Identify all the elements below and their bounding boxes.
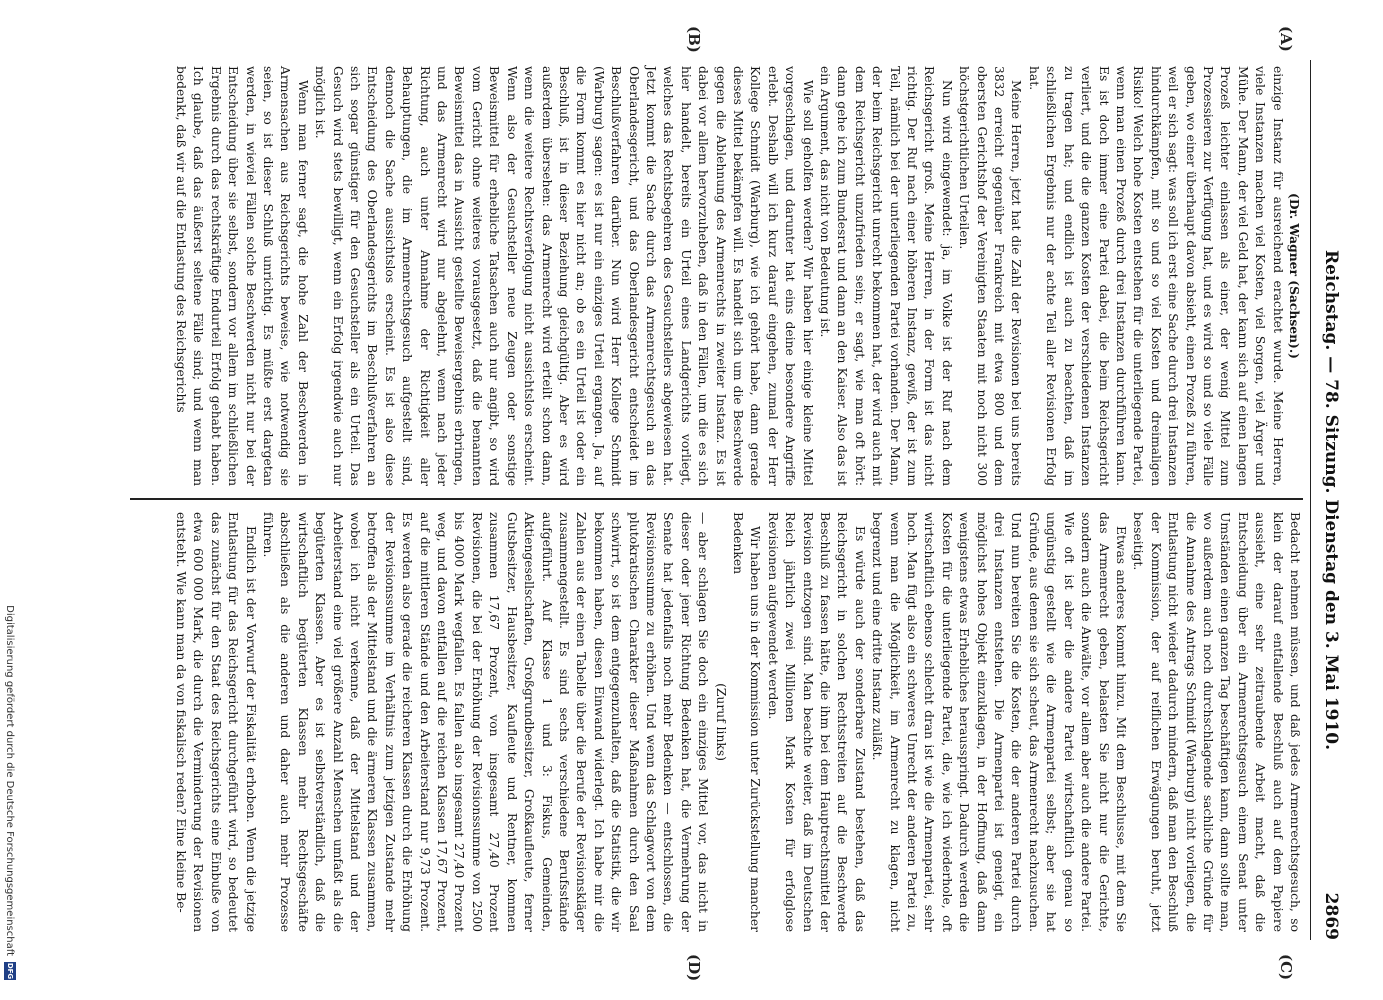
dfg-logo: DFG: [6, 962, 14, 980]
footer-text: Digitalisierung gefördert durch die Deutsche Forschungsgemeinschaft: [4, 605, 16, 956]
paragraph: Wir haben uns in der Kommission unter Zurückstellung mancher Bedenken: [731, 512, 763, 932]
column-divider: [130, 498, 1303, 500]
paragraph: Wenn man ferner sagt, die hohe Zahl der Beschwerden in Armensachen aus Reichsgerichts beweise, wie notwendig sie seien, so ist dieser Schluß unrichtig. Es müßte erst dargetan werden, in wieviel Fällen solche Beschwerden nicht nur bei der Entscheidung über sie selbst, sondern vor allem im schließlichen Ergebnis durch das rechtskräftige Endurteil Erfolg gehabt haben. Ich glaube, daß das äußerst seltene Fälle sind; und wenn man bedenkt, daß wir auf die Entlastung des Reichsgerichts: [174, 66, 310, 486]
margin-letter-d: (D): [685, 954, 703, 982]
margin-letter-c: (C): [1277, 954, 1295, 981]
interjection: (Zuruf links): [713, 683, 728, 761]
paragraph: Es würde auch der sonderbare Zustand bestehen, daß das Reichsgericht in solchen Rechtsstreiten auf die Beschwerde Beschluß zu fassen hätte, die ihm bei dem Hauptrechtsmittel der Revision entzogen sind. Man beachte weiter, daß im Deutschen Reich jährlich zwei Millionen Mark Kosten für erfolglose Revisionen aufgewendet werden.: [765, 512, 867, 932]
header-rule: [1310, 60, 1311, 940]
speaker-line: (Dr. Wagner (Sachsen).): [1287, 193, 1302, 359]
paragraph: Etwas anderes kommt hinzu. Mit dem Beschlusse, mit dem Sie das Armenrecht geben, belasten Sie nicht nur die Gerichte, sondern auch die Anwälte, vor allem aber auch die andere Partei. Wie oft ist aber die andere Partei wirtschaftlich genau so ungünstig gestellt wie die Armenpartei selbst; aber sie hat Gründe, aus denen sie sich scheut, das Armenrecht nachzusuchen. Und nun bereiten Sie die Kosten, die der anderen Partei durch drei Instanzen entstehen. Die Armenpartei ist geneigt, ein möglichst hohes Objekt einzuklagen, in der Hoffnung, daß dann wenigstens etwas Erhebliches herausspringt. Dadurch werden die Kosten für die unterliegende Partei, die, wie ich wiederhole, oft wirtschaftlich ebenso schlecht dran ist wie die Armenpartei, sehr hoch. Man fügt also ein schweres Unrecht der anderen Partei zu, wenn man die Möglichkeit, im Armenrecht zu klagen, nicht begrenzt und eine dritte Instanz zuläßt.: [870, 512, 1128, 932]
page-number: 2869: [1321, 892, 1341, 940]
paragraph: — aber schlagen Sie doch ein einziges Mittel vor, das nicht in dieser oder jener Richtung Bedenken hat, die Vermehrung der Senate hat jedenfalls noch mehr Bedenken — entschlossen, die Revisionssumme zu erhöhen. Und wenn das Schlagwort von dem plutokratischen Charakter dieser Maßnahmen durch den Saal schwirrt, so ist dem entgegenzuhalten, daß die Statistik, die wir bekommen haben, diesen Einwand widerlegt. Ich habe mir die Zahlen aus der einen Tabelle über die Berufe der Revisionskläger zusammengestellt. Es sind sechs verschiedene Berufsstände aufgeführt. Auf Klasse 1 und 3: Fiskus, Gemeinden, Aktiengesellschaften, Großgrundbesitzer, Großkaufleute, ferner Gutsbesitzer, Hausbesitzer, Kaufleute und Rentner, kommen zusammen 17,67 Prozent, von insgesamt 27,40 Prozent Revisionen, die bei der Erhöhung der Revisionssumme von 2500 bis 4000 Mark wegfallen. Es fallen also insgesamt 27,40 Prozent weg, und davon entfallen auf die reichen Klassen 17,67 Prozent, auf die mittleren Stände und den Arbeiterstand nur 9,73 Prozent. Es werden also gerade die reicheren Klassen durch die Erhöhung der Revisionssumme im Verhältnis zum jetzigen Zustande mehr betroffen als der Mittelstand und die ärmeren Klassen zusammen, wobei ich nicht verkenne, daß der Mittelstand und der Arbeiterstand eine viel größere Anzahl Menschen umfaßt als die begüterten Klassen. Aber es ist selbstverständlich, daß die wirtschaftlich begüterten Klassen mehr Rechtsgeschäfte abschließen als die anderen und daher auch mehr Prozesse führen.: [261, 512, 711, 932]
margin-letter-b: (B): [685, 26, 703, 53]
paragraph: Bedacht nehmen müssen, und daß jedes Armenrechtsgesuch, so klein der darauf entfallende Beschluß auch auf dem Papiere aussieht, eine sehr zeitraubende Arbeit macht, daß die Entscheidung über ein Armenrechtsgesuch einem Senat unter Umständen einen ganzen Tag beschäftigen kann, dann sollte man, wo außerdem auch noch durchschlagende sachliche Gründe für die Annahme des Antrags Schmidt (Warburg) nicht vorliegen, die Entlastung nicht wieder dadurch mindern, daß man den Beschluß der Kommission, der auf reiflichen Erwägungen beruht, jetzt beseitigt.: [1131, 512, 1302, 932]
margin-letter-a: (A): [1277, 26, 1295, 52]
header-title: Reichstag. — 78. Sitzung. Dienstag den 3. Mai 1910.: [1321, 249, 1341, 751]
digitization-footer: [4, 605, 16, 980]
paragraph: Endlich ist der Vorwurf der Fiskalität erhoben. Wenn die jetzige Entlastung für das Reichsgericht durchgeführt wird, so bedeutet das zunächst für den Staat des Reichsgerichts eine Einbuße von etwa 600 000 Mark, die durch die Verminderung der Revisionen entsteht. Wie kann man da von fiskalisch reden? Eine kleine Be-: [174, 512, 258, 932]
paragraph: Meine Herren, jetzt hat die Zahl der Revisionen bei uns bereits 3832 erreicht gegenüber Frankreich mit etwa 800 und dem obersten Gerichtshof der Vereinigten Staaten mit noch nicht 300 höchstgerichtlichen Urteilen.: [957, 66, 1024, 486]
left-column: [172, 66, 1303, 486]
paragraph: einzige Instanz für ausreichend erachtet wurde. Meine Herren, viele Instanzen machen viel Kosten, viel Sorgen, viel Ärger und Mühe. Der Mann, der viel Geld hat, der kann sich auf einen langen Prozeß leichter einlassen als einer, der wenig Mittel zum Prozessieren zur Verfügung hat, und es wird so und so viele Fälle geben, wo einer überhaupt davon absieht, einen Prozeß zu führen, weil er sich sagt: was soll ich erst eine Sache durch drei Instanzen hindurchkämpfen, mit so und so viel Kosten und dreimaligen Risiko! Welch hohe Kosten entstehen für die unterliegende Partei, wenn man einen Prozeß durch drei Instanzen durchführen kann. Es ist doch immer eine Partei dabei, die beim Reichsgericht verliert, und die die ganzen Kosten der verschiedenen Instanzen zu tragen hat; und endlich ist auch zu beachten, daß im schließlichen Ergebnis nur der achte Teil aller Revisionen Erfolg hat.: [1026, 66, 1285, 486]
page-header: [1313, 60, 1341, 940]
right-column: [172, 512, 1303, 932]
paragraph: Nun wird eingewendet: ja, im Volke ist der Ruf nach dem Reichsgericht groß. Meine Herren, in der Form ist das nicht richtig. Der Ruf nach einer höheren Instanz, gewiß, der ist zum Teil, nämlich bei der unterliegenden Partei vorhanden. Der Mann, der beim Reichsgericht unrecht bekommen hat, der wird auch mit dem Reichsgericht unzufrieden sein; er sagt, wie man oft hört: dann gehe ich zum Bundesrat und dann an den Kaiser. Also das ist ein Argument, das nicht von Bedeutung ist.: [818, 66, 954, 486]
paragraph: Wie soll geholfen werden? Wir haben hier einige kleine Mittel vorgeschlagen, und darunter hat eins deine besondere Angriffe erlebt. Deshalb will ich kurz darauf eingehen, zumal der Herr Kollege Schmidt (Warburg), wie ich gehört habe, dann gerade dieses Mittel bekämpfen will. Es handelt sich um die Beschwerde gegen die Ablehnung des Armenrechts in zweiter Instanz. Es ist dabei vor allem hervorzuheben, daß in den Fällen, um die es sich hier handelt, bereits ein Urteil eines Landgerichts vorliegt, welches das Rechtsbegehren des Gesuchstellers abgewiesen hat. Jetzt kommt die Sache durch das Armenrechtsgesuch an das Oberlandesgericht, und das Oberlandesgericht entscheidet im Beschlußverfahren darüber. Nun wird Herr Kollege Schmidt (Warburg) sagen: es ist nur ein einziges Urteil ergangen. Ja, auf die Form kommt es hier nicht an; ob es ein Urteil ist oder ein Beschluß, ist in dieser Beziehung gleichgültig. Aber es wird außerdem übersehen: das Armenrecht wird erteilt schon dann, wenn die weitere Rechtsverfolgung nicht aussichtslos erscheint. Wenn also der Gesuchsteller neue Zeugen oder sonstige Beweismittel für erhebliche Tatsachen auch nur angibt, so wird vom Gericht ohne weiteres vorausgesetzt, daß die benannten Beweismittel das in Aussicht gestellte Beweisergebnis erbringen, und das Armenrecht wird nur abgelehnt, wenn nach jeder Richtung, auch unter Annahme der Richtigkeit aller Behauptungen, die im Armenrechtsgesuch aufgestellt sind, dennoch die Sache aussichtslos erscheint. Es ist also diese Entscheidung des Oberlandesgerichts im Beschlußverfahren an sich sogar günstiger für den Gesuchsteller als ein Urteil. Das Gesuch wird stets bewilligt, wenn ein Erfolg irgendwie auch nur möglich ist.: [313, 66, 815, 486]
